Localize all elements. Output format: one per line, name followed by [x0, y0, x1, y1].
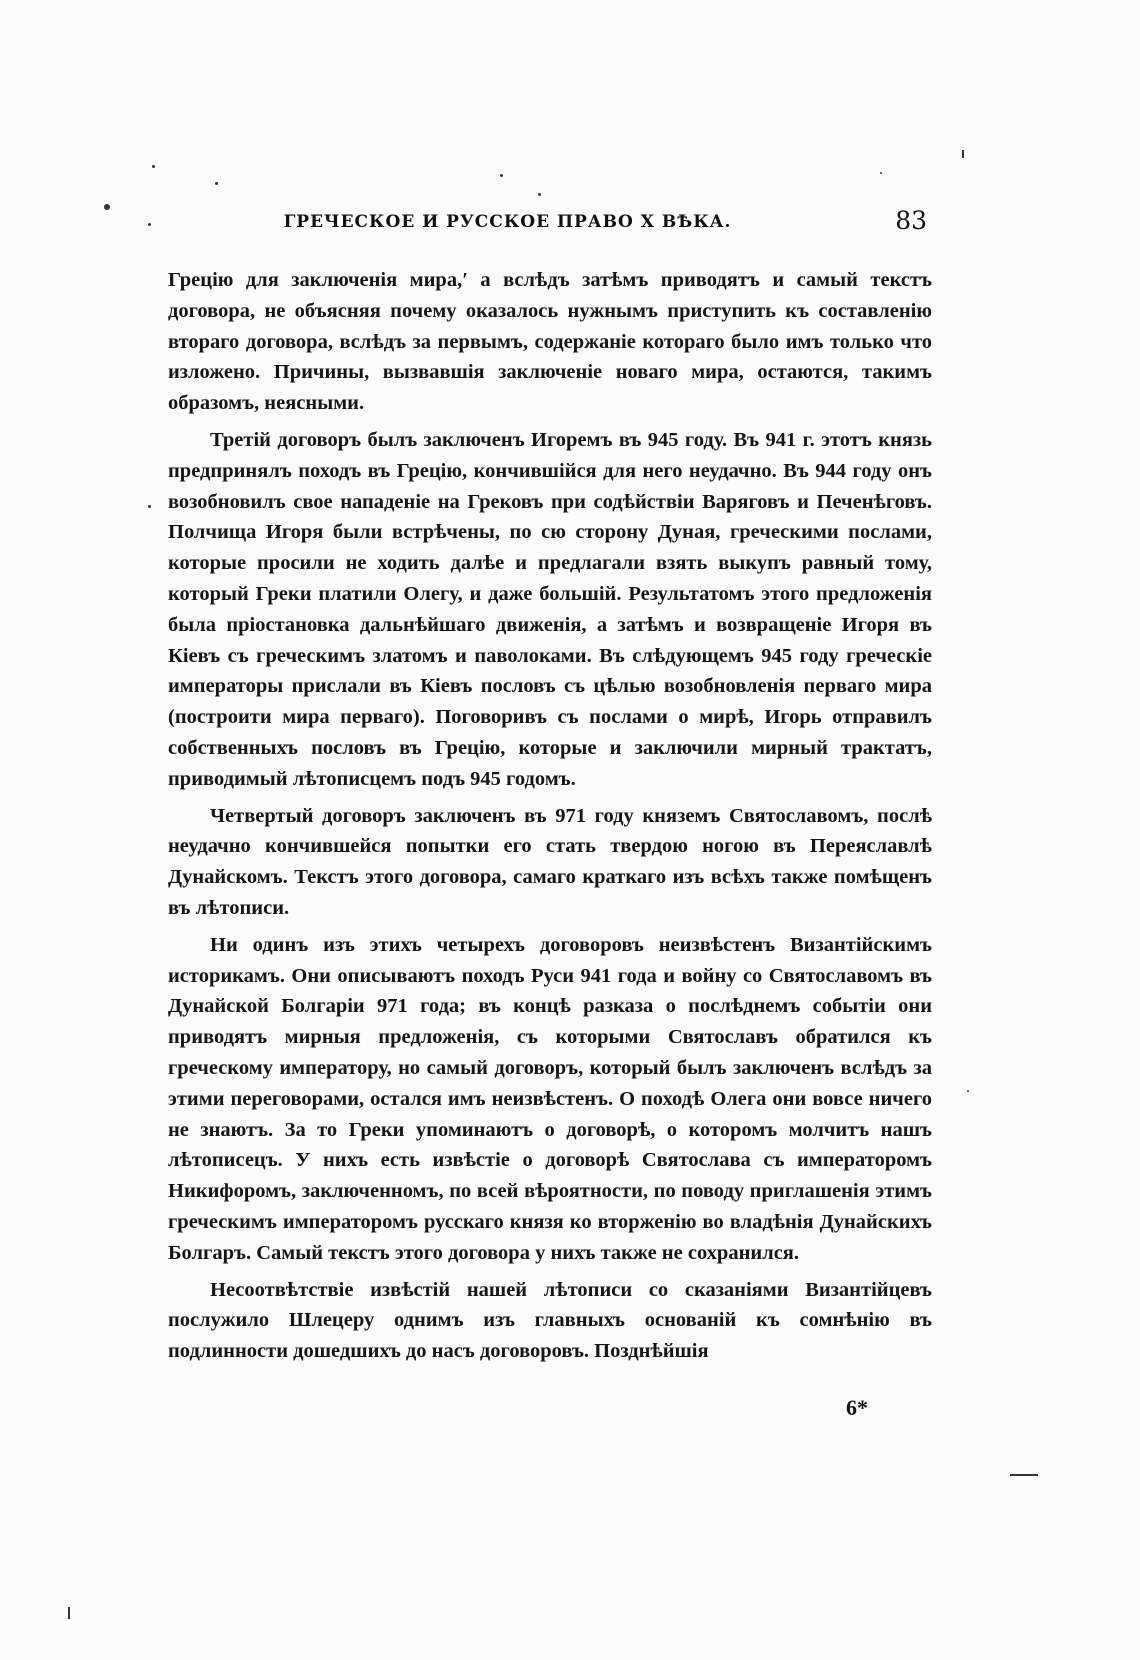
scan-speck: [215, 182, 218, 185]
page-header: [170, 206, 935, 252]
paragraph: Несоотвѣтствіе извѣстій нашей лѣтописи со сказаніями Византійцевъ послужило Шлецеру однимъ изъ главныхъ основаній къ сомнѣнію въ подлинности дошедшихъ до насъ договоровъ. Позднѣйшія: [168, 1278, 932, 1363]
page-number: 83: [895, 206, 927, 235]
scan-mark: [68, 1607, 70, 1619]
scan-speck: [104, 204, 110, 210]
scan-mark: [962, 150, 964, 158]
scan-speck: [500, 174, 503, 177]
scan-speck: [538, 193, 541, 196]
paragraph: Грецію для заключенія мира,′ а вслѣдъ затѣмъ приводятъ и самый текстъ договора, не объясняя почему оказалось нужнымъ приступить къ составленію втораго договора, вслѣдъ за первымъ, содержаніе котораго было имъ только что изложено. Причины, вызвавшія заключеніе новаго мира, остаются, такимъ образомъ, неясными.: [168, 269, 932, 415]
scan-speck: [152, 165, 155, 168]
paragraph: Четвертый договоръ заключенъ въ 971 году княземъ Святославомъ, послѣ неудачно кончившейся попытки его стать твердою ногою въ Переяславлѣ Дунайскомъ. Текстъ этого договора, самаго краткаго изъ всѣхъ также помѣщенъ въ лѣтописи.: [168, 804, 932, 919]
paragraph: Ни одинъ изъ этихъ четырехъ договоровъ неизвѣстенъ Византійскимъ историкамъ. Они описываютъ походъ Руси 941 года и войну со Святославомъ въ Дунайской Болгаріи 971 года; въ концѣ разказа о послѣднемъ событіи они приводятъ мирныя предложенія, съ которыми Святославъ обратился къ греческому императору, но самый договоръ, который былъ заключенъ вслѣдъ за этими переговорами, остался имъ неизвѣстенъ. О походѣ Олега они вовсе ничего не знаютъ. За то Греки упоминаютъ о договорѣ, о которомъ молчитъ нашъ лѣтописецъ. У нихъ есть извѣстіе о договорѣ Святослава съ императоромъ Никифоромъ, заключенномъ, по всей вѣроятности, по поводу приглашенія этимъ греческимъ императоромъ русскаго князя ко вторженію во владѣнія Дунайскихъ Болгаръ. Самый текстъ этого договора у нихъ также не сохранился.: [168, 933, 932, 1264]
scan-speck: [148, 223, 151, 226]
body-text: [168, 265, 932, 1373]
scan-speck: [148, 505, 151, 508]
signature-mark: 6*: [846, 1395, 868, 1420]
scan-speck: [880, 172, 882, 174]
paragraph: Третій договоръ былъ заключенъ Игоремъ въ 945 году. Въ 941 г. этотъ князь предпринялъ походъ въ Грецію, кончившійся для него неудачно. Въ 944 году онъ возобновилъ свое нападеніе на Грековъ при содѣйствіи Варяговъ и Печенѣговъ. Полчища Игоря были встрѣчены, по сю сторону Дуная, греческими послами, которые просили не ходить далѣе и предлагали взять выкупъ равный тому, который Греки платили Олегу, и даже большій. Результатомъ этого предложенія была пріостановка дальнѣйшаго движенія, а затѣмъ и возвращеніе Игоря въ Кіевъ съ греческимъ златомъ и паволоками. Въ слѣдующемъ 945 году греческіе императоры прислали въ Кіевъ пословъ съ цѣлью возобновленія перваго мира (построити мира перваго). Поговоривъ съ послами о мирѣ, Игорь отправилъ собственныхъ пословъ въ Грецію, которые и заключили мирный трактатъ, приводимый лѣтописцемъ подъ 945 годомъ.: [168, 428, 932, 790]
scan-speck: [967, 1090, 969, 1092]
running-title: ГРЕЧЕСКОЕ И РУССКОЕ ПРАВО X ВѢКА.: [283, 212, 732, 232]
scan-mark: [1010, 1474, 1038, 1476]
